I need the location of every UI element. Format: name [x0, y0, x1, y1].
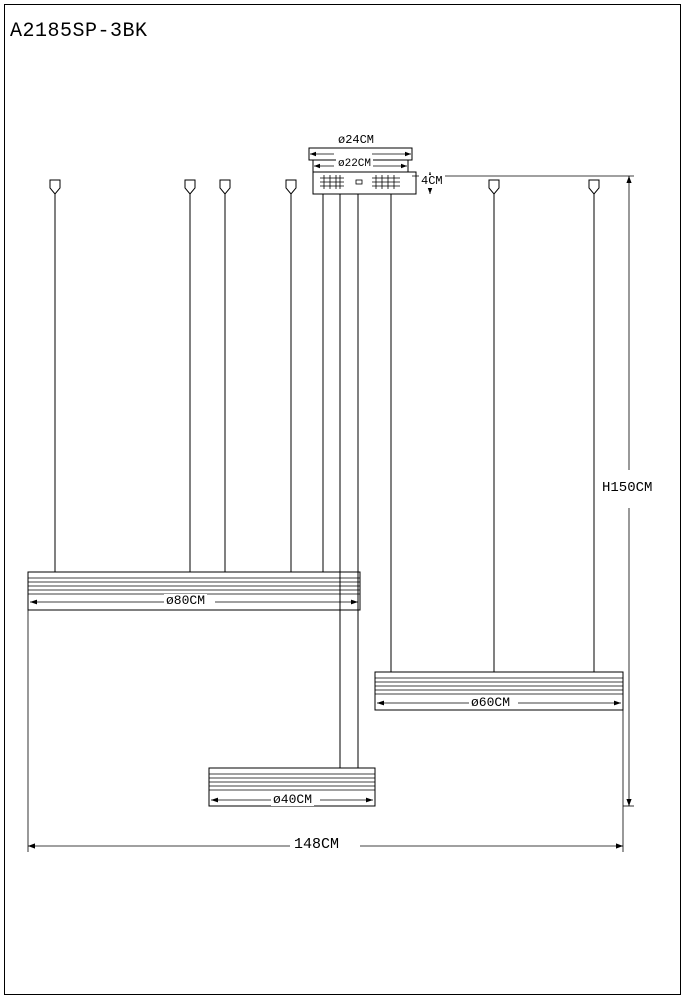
- label-overall-height: H150CM: [602, 480, 653, 496]
- suspension-cables: [50, 180, 599, 768]
- label-ring-small: ø40CM: [273, 792, 313, 807]
- overall-width-dimension: [28, 610, 623, 852]
- page-title: A2185SP-3BK: [10, 20, 148, 43]
- label-canopy-outer: ø24CM: [338, 133, 375, 147]
- canopy-assembly: [309, 148, 432, 194]
- label-canopy-inner: ø22CM: [338, 158, 372, 170]
- label-ring-large: ø80CM: [166, 593, 206, 608]
- label-ring-medium: ø60CM: [471, 695, 511, 710]
- label-canopy-height: 4CM: [421, 174, 443, 188]
- label-overall-width: 148CM: [294, 836, 340, 853]
